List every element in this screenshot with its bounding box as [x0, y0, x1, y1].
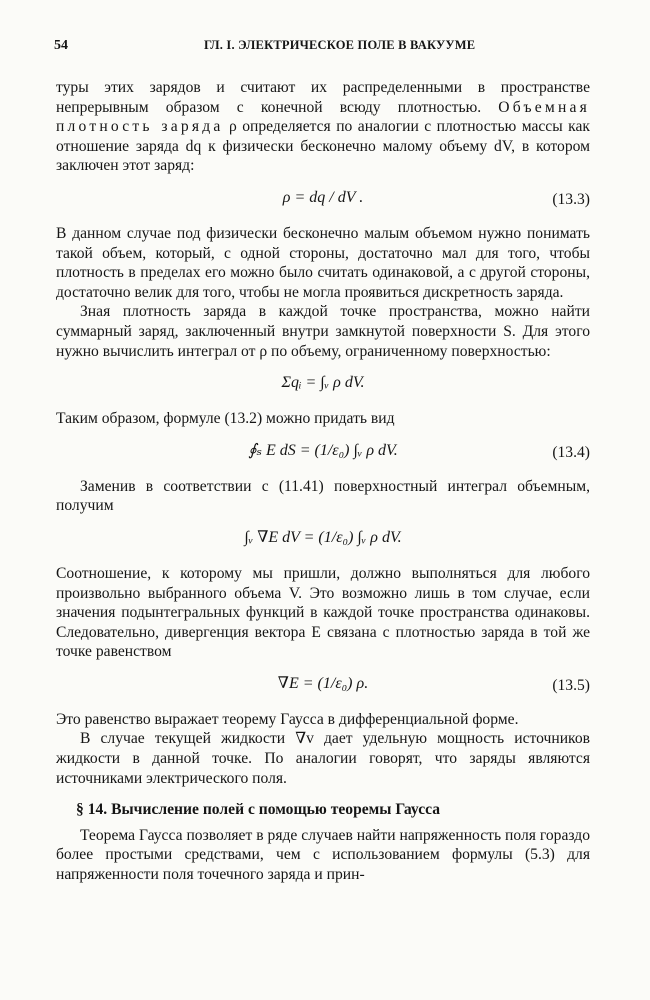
equation-13-5: [56, 666, 590, 706]
paragraph-charge-density: [56, 78, 590, 176]
equation-formula: Σqᵢ = ∫ᵥ ρ dV.: [281, 374, 365, 392]
equation-formula: ∮ₛ E dS = (1/ε₀) ∫ᵥ ρ dV.: [248, 441, 398, 459]
paragraph-total-charge: Зная плотность заряда в каждой точке пространства, можно найти суммарный заряд, заключенный внутри замкнутой поверхности S. Для этого нужно вычислить интеграл от ρ по объему, ограниченному поверхностью:: [56, 303, 590, 360]
equation-number: (13.4): [552, 443, 590, 461]
paragraph-differential-form: Это равенство выражает теорему Гаусса в дифференциальной форме.: [56, 710, 519, 728]
page-header: [54, 38, 594, 60]
equation-total-charge: [56, 365, 590, 405]
equation-13-4: [56, 433, 590, 473]
paragraph-fluid-analogy: В случае текущей жидкости ∇v дает удельную мощность источников жидкости в данной точке. По аналогии говорят, что заряды являются источниками электрического поля.: [56, 730, 590, 787]
paragraph-text: туры этих зарядов и считают их распределенными в пространстве непрерывным образом с конечной всюду плотностью.: [56, 79, 590, 116]
paragraph-gauss-form: Таким образом, формуле (13.2) можно придать вид: [56, 410, 395, 428]
paragraph-infinitesimal-volume: В данном случае под физически бесконечно малым объемом нужно понимать такой объем, который, с одной стороны, достаточно мал для того, чтобы плотность в пределах его можно было считать одинаковой, а с другой стороны, достаточно велик для того, чтобы не могла проявиться дискретность заряда.: [56, 224, 590, 301]
equation-formula: ρ = dq / dV .: [282, 188, 364, 206]
paragraph-text: ρ определяется по аналогии с плотностью массы как отношение заряда dq к физически бесконечно малому объему dV, в котором заключен этот заряд:: [56, 118, 591, 175]
equation-volume-form: [56, 520, 590, 560]
equation-number: (13.3): [552, 190, 590, 208]
equation-number: (13.5): [552, 676, 590, 694]
defined-term: Объемная плотность заряда: [56, 98, 590, 136]
section-heading: § 14. Вычисление полей с помощью теоремы Гаусса: [76, 801, 441, 819]
equation-formula: ∇E = (1/ε₀) ρ.: [277, 674, 369, 692]
paragraph-gauss-application: Теорема Гаусса позволяет в ряде случаев найти напряженность поля гораздо более простыми средствами, чем с использованием формулы (5.3) для напряженности поля точечного заряда и прин-: [56, 826, 590, 884]
equation-13-3: [56, 180, 590, 220]
paragraph-divergence: Соотношение, к которому мы пришли, должно выполняться для любого произвольно выбранного объема V. Это возможно лишь в том случае, если значения подынтегральных функций в каждой точке пространства одинаковы. Следовательно, дивергенция вектора E связана с плотностью заряда в той же точке равенством: [56, 564, 590, 661]
page-number: 54: [54, 38, 68, 53]
running-title: ГЛ. I. ЭЛЕКТРИЧЕСКОЕ ПОЛЕ В ВАКУУМЕ: [204, 38, 476, 52]
page-body: [56, 78, 590, 885]
paragraph-volume-integral: Заменив в соответствии с (11.41) поверхностный интеграл объемным, получим: [56, 477, 590, 515]
equation-formula: ∫ᵥ ∇E dV = (1/ε₀) ∫ᵥ ρ dV.: [244, 528, 402, 546]
